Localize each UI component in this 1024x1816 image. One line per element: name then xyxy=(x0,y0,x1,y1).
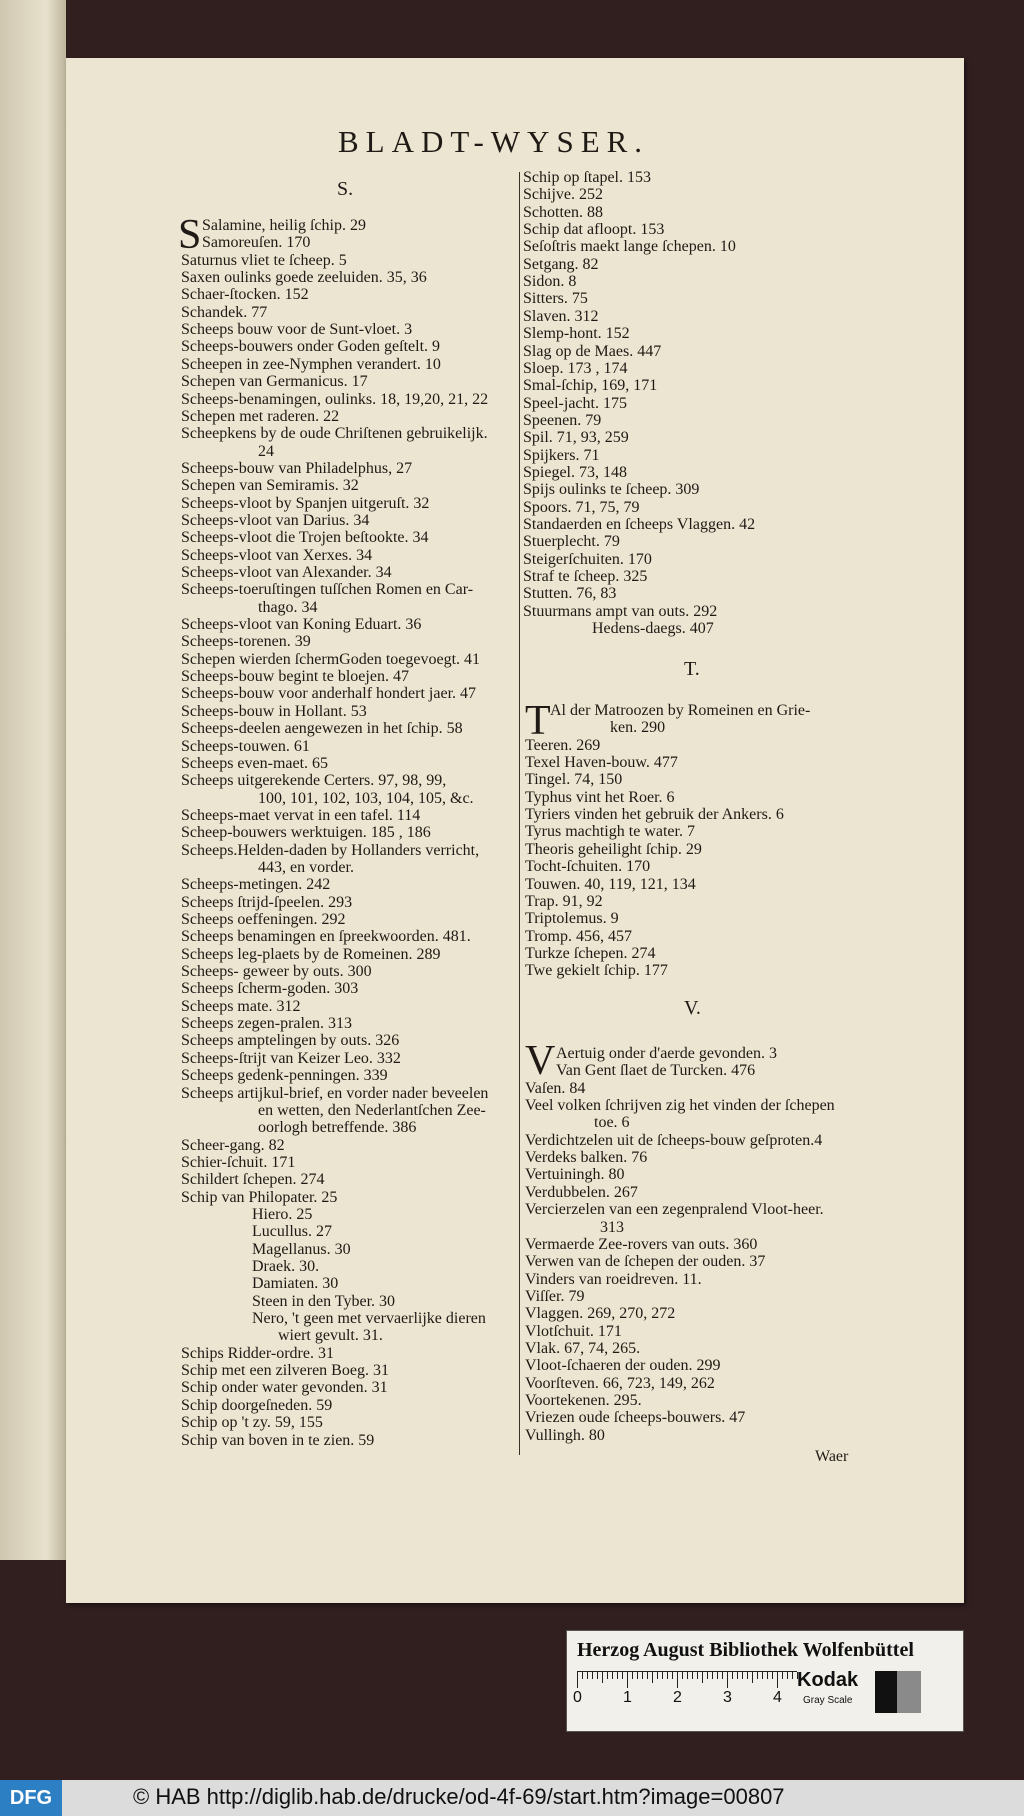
index-entry: wiert gevult. 31. xyxy=(278,1327,383,1345)
ruler-tick xyxy=(777,1672,778,1688)
index-entry: Scheeps leg-plaets by de Romeinen. 289 xyxy=(181,945,441,963)
index-entry: en wetten, den Nederlantſchen Zee- xyxy=(258,1101,486,1119)
index-entry: Vermaerde Zee-rovers van outs. 360 xyxy=(525,1235,758,1253)
index-entry: Scheeps oeffeningen. 292 xyxy=(181,911,346,928)
index-entry: Spiegel. 73, 148 xyxy=(523,463,627,481)
index-entry: Schip op 't zy. 59, 155 xyxy=(181,1414,323,1432)
index-entry: Schips Ridder-ordre. 31 xyxy=(181,1344,334,1362)
index-entry: Scheeps zegen-pralen. 313 xyxy=(181,1015,353,1033)
index-entry: Typhus vint het Roer. 6 xyxy=(525,788,675,806)
index-entry: Viſſer. 79 xyxy=(525,1287,585,1305)
ruler-tick xyxy=(772,1672,773,1679)
index-entry: Scheeps benamingen en ſpreekwoorden. 481. xyxy=(181,928,471,946)
ruler-number: 2 xyxy=(673,1689,682,1706)
ruler-tick xyxy=(622,1672,623,1679)
ruler-tick xyxy=(742,1672,743,1679)
index-entry: Scheeps amptelingen by outs. 326 xyxy=(181,1032,400,1050)
ruler-tick xyxy=(647,1672,648,1679)
ruler-tick xyxy=(612,1672,613,1679)
index-entry: Scheeps mate. 312 xyxy=(181,997,301,1015)
ruler-tick xyxy=(717,1672,718,1679)
gray-scale-label: Gray Scale xyxy=(803,1695,853,1706)
index-entry: Schepen wierden ſchermGoden toegevoegt. 41 xyxy=(181,650,481,668)
index-entry: Draek. 30. xyxy=(252,1258,320,1275)
index-entry: Seſoſtris maekt lange ſchepen. 10 xyxy=(523,238,736,256)
index-entry: Schepen van Germanicus. 17 xyxy=(181,373,368,391)
previous-page-edge xyxy=(0,0,66,1560)
index-entry: Schip met een zilveren Boeg. 31 xyxy=(181,1362,389,1380)
index-entry: Sitters. 75 xyxy=(523,290,588,308)
index-entry: Schip van boven in te zien. 59 xyxy=(181,1431,375,1449)
index-entry: Scheeps-touwen. 61 xyxy=(181,737,310,755)
index-entry: Scheep-bouwers werktuigen. 185 , 186 xyxy=(181,824,431,842)
index-entry: Stuurmans ampt van outs. 292 xyxy=(523,602,718,620)
index-entry: Scheeps bouw voor de Sunt-vloet. 3 xyxy=(181,321,413,339)
ruler-tick xyxy=(757,1672,758,1679)
index-entry: Schepen van Semiramis. 32 xyxy=(181,477,359,495)
drop-cap-t: T xyxy=(525,698,551,744)
index-entry: Lucullus. 27 xyxy=(252,1223,332,1241)
index-entry: Aertuig onder d'aerde gevonden. 3 xyxy=(556,1045,778,1062)
index-entry: Scheeps-bouw begint te bloejen. 47 xyxy=(181,668,409,686)
ruler-tick xyxy=(642,1672,643,1679)
index-entry: Scheepen in zee-Nymphen verandert. 10 xyxy=(181,355,441,373)
ruler-tick xyxy=(657,1672,658,1679)
ruler-tick xyxy=(662,1672,663,1679)
index-entry: 313 xyxy=(600,1218,624,1236)
library-name: Herzog August Bibliothek Wolfenbüttel xyxy=(577,1639,914,1661)
index-entry: 24 xyxy=(258,442,274,460)
ruler-tick xyxy=(747,1672,748,1679)
index-entry: Vlak. 67, 74, 265. xyxy=(525,1339,641,1357)
index-entry: Speenen. 79 xyxy=(523,411,602,429)
index-entry: Schip van Philopater. 25 xyxy=(181,1188,338,1206)
index-entry: Tyriers vinden het gebruik der Ankers. 6 xyxy=(525,806,784,824)
index-entry: Slag op de Maes. 447 xyxy=(523,342,662,360)
index-entry: Vercierzelen van een zegenpralend Vloot-heer. xyxy=(525,1201,824,1219)
ruler-tick xyxy=(687,1672,688,1679)
index-entry: Scheeps ſcherm-goden. 303 xyxy=(181,980,359,998)
index-entry: Schepen met raderen. 22 xyxy=(181,407,340,425)
index-entry: Steen in den Tyber. 30 xyxy=(252,1292,396,1310)
index-entry: Voorſteven. 66, 723, 149, 262 xyxy=(525,1374,715,1392)
index-entry: Touwen. 40, 119, 121, 134 xyxy=(525,875,696,893)
ruler-tick xyxy=(762,1672,763,1679)
index-entry: Schaer-ſtocken. 152 xyxy=(181,286,309,304)
ruler-tick xyxy=(627,1672,628,1688)
index-entry: Van Gent ſlaet de Turcken. 476 xyxy=(556,1062,756,1080)
index-entry: Schijve. 252 xyxy=(523,186,603,204)
index-entry: Hedens-daegs. 407 xyxy=(592,620,714,638)
ruler-number: 0 xyxy=(573,1689,582,1706)
index-entry: Voortekenen. 295. xyxy=(525,1392,642,1409)
drop-cap-v: V xyxy=(525,1038,556,1084)
index-entry: Texel Haven-bouw. 477 xyxy=(525,754,678,772)
ruler-tick xyxy=(712,1672,713,1679)
ruler-tick xyxy=(637,1672,638,1679)
index-entry: Straf te ſcheep. 325 xyxy=(523,568,648,586)
index-entry: Scheer-gang. 82 xyxy=(181,1136,285,1154)
ruler-tick xyxy=(697,1672,698,1679)
dfg-logo[interactable]: DFG xyxy=(0,1780,62,1816)
ruler-tick xyxy=(607,1672,608,1679)
index-entry: Slemp-hont. 152 xyxy=(523,325,630,343)
index-entry: Scheeps-vloot by Spanjen uitgeruſt. 32 xyxy=(181,494,430,512)
section-heading-s: S. xyxy=(337,178,354,200)
index-entry: Schotten. 88 xyxy=(523,203,603,221)
index-entry: Steigerſchuiten. 170 xyxy=(523,550,652,568)
index-entry: Schip doorgeſneden. 59 xyxy=(181,1396,333,1414)
index-entry: Vlotſchuit. 171 xyxy=(525,1322,622,1340)
index-entry: 443, en vorder. xyxy=(258,858,354,876)
index-entry: Vinders van roeidreven. 11. xyxy=(525,1270,702,1288)
index-entry: Scheeps-toeruſtingen tuſſchen Romen en Car- xyxy=(181,581,474,599)
index-entry: Scheeps-vloot van Koning Eduart. 36 xyxy=(181,616,422,634)
ruler-tick xyxy=(652,1672,653,1683)
index-entry: Scheepkens by de oude Chriſtenen gebruikelijk. xyxy=(181,425,488,443)
index-entry: Schip op ſtapel. 153 xyxy=(523,169,651,186)
index-entry: Nero, 't geen met vervaerlijke dieren xyxy=(252,1310,486,1328)
index-entry: Smal-ſchip, 169, 171 xyxy=(523,377,658,395)
ruler-number: 4 xyxy=(773,1689,782,1706)
index-entry: Spijkers. 71 xyxy=(523,446,600,464)
index-entry: Setgang. 82 xyxy=(523,255,599,273)
index-entry: Turkze ſchepen. 274 xyxy=(525,944,656,962)
ruler-tick xyxy=(752,1672,753,1683)
index-entry: Schandek. 77 xyxy=(181,303,268,321)
index-entry: Al der Matroozen by Romeinen en Grie- xyxy=(550,702,811,719)
index-entry: Scheeps- geweer by outs. 300 xyxy=(181,963,372,981)
drop-cap-s: S xyxy=(178,212,202,258)
section-heading-v: V. xyxy=(684,997,701,1019)
ruler-tick xyxy=(672,1672,673,1679)
page-title: BLADT-WYSER. xyxy=(338,124,650,159)
ruler-tick xyxy=(592,1672,593,1679)
index-entry: Vaſen. 84 xyxy=(525,1079,586,1097)
ruler-tick xyxy=(782,1672,783,1679)
index-entry: Tromp. 456, 457 xyxy=(525,927,632,945)
index-entry: Stutten. 76, 83 xyxy=(523,585,617,603)
ruler-tick xyxy=(682,1672,683,1679)
index-entry: Scheeps artijkul-brief, en vorder nader beveelen xyxy=(181,1084,489,1102)
ruler-tick xyxy=(577,1672,578,1688)
index-entry: Scheeps-metingen. 242 xyxy=(181,876,331,894)
index-entry: Scheeps-torenen. 39 xyxy=(181,633,311,651)
ruler-tick xyxy=(632,1672,633,1679)
index-entry: Magellanus. 30 xyxy=(252,1240,351,1258)
index-entry: Schip dat afloopt. 153 xyxy=(523,221,665,239)
index-entry: Scheeps uitgerekende Certers. 97, 98, 99, xyxy=(181,772,447,790)
index-entry: 100, 101, 102, 103, 104, 105, &c. xyxy=(258,789,474,807)
kodak-logo: Kodak xyxy=(797,1669,859,1691)
index-entry: Scheeps-bouw in Hollant. 53 xyxy=(181,702,367,720)
index-entry: Spijs oulinks te ſcheep. 309 xyxy=(523,481,700,499)
index-entry: Scheeps-bouw van Philadelphus, 27 xyxy=(181,459,413,477)
index-entry: Tocht-ſchuiten. 170 xyxy=(525,858,651,876)
ruler-tick xyxy=(602,1672,603,1683)
index-entry: toe. 6 xyxy=(594,1114,630,1132)
index-entry: Scheeps.Helden-daden by Hollanders verricht, xyxy=(181,841,480,859)
ruler-tick xyxy=(597,1672,598,1679)
ruler-tick xyxy=(707,1672,708,1679)
index-entry: Scheeps-vloot van Darius. 34 xyxy=(181,511,370,529)
index-entry: Verdichtzelen uit de ſcheeps-bouw geſproten.4 xyxy=(525,1131,823,1149)
index-entry: Teeren. 269 xyxy=(525,736,601,754)
index-entry: Slaven. 312 xyxy=(523,307,599,325)
index-entry: Sloep. 173 , 174 xyxy=(523,359,628,377)
index-entry: Salamine, heilig ſchip. 29 xyxy=(202,217,366,234)
gray-swatch xyxy=(897,1671,921,1713)
index-entry: Vullingh. 80 xyxy=(525,1426,605,1444)
library-color-card xyxy=(566,1630,964,1732)
section-heading-t: T. xyxy=(684,658,700,680)
index-entry: Damiaten. 30 xyxy=(252,1275,339,1293)
index-entry: Verdubbelen. 267 xyxy=(525,1183,638,1201)
index-entry: Scheeps-bouw voor anderhalf hondert jaer. 47 xyxy=(181,685,477,703)
copyright-link[interactable]: © HAB http://diglib.hab.de/drucke/od-4f-69/start.htm?image=00807 xyxy=(133,1784,785,1809)
index-entry: Saturnus vliet te ſcheep. 5 xyxy=(181,251,347,269)
index-entry: thago. 34 xyxy=(258,598,318,616)
ruler-tick xyxy=(732,1672,733,1679)
index-entry: Trap. 91, 92 xyxy=(525,892,603,910)
index-entry: Twe gekielt ſchip. 177 xyxy=(525,962,668,980)
ruler-tick xyxy=(692,1672,693,1679)
index-entry: Scheeps-maet vervat in een tafel. 114 xyxy=(181,806,421,824)
index-entry: Samoreuſen. 170 xyxy=(202,234,311,252)
index-entry: ken. 290 xyxy=(610,719,666,737)
index-entry: Scheeps-bouwers onder Goden geſtelt. 9 xyxy=(181,338,441,356)
ruler-tick xyxy=(667,1672,668,1679)
ruler-tick xyxy=(677,1672,678,1688)
ruler-tick xyxy=(582,1672,583,1679)
index-entry: Veel volken ſchrijven zig het vinden der ſchepen xyxy=(525,1097,835,1115)
index-entry: Schip onder water gevonden. 31 xyxy=(181,1379,388,1397)
index-entry: Scheeps-vloot van Alexander. 34 xyxy=(181,564,392,581)
index-entry: Schier-ſchuit. 171 xyxy=(181,1153,296,1171)
index-entry: Theoris geheilight ſchip. 29 xyxy=(525,840,702,858)
column-divider xyxy=(519,172,520,1455)
index-entry: Vlaggen. 269, 270, 272 xyxy=(525,1305,676,1323)
index-entry: Schildert ſchepen. 274 xyxy=(181,1171,325,1189)
index-entry: Scheeps-vloot van Xerxes. 34 xyxy=(181,546,373,564)
index-entry: Scheeps-vloot die Trojen beſtookte. 34 xyxy=(181,529,429,547)
ruler-tick xyxy=(587,1672,588,1679)
ruler-tick xyxy=(737,1672,738,1679)
index-entry: Tingel. 74, 150 xyxy=(525,771,623,789)
ruler-tick xyxy=(727,1672,728,1688)
index-entry: Vertuiningh. 80 xyxy=(525,1166,625,1184)
ruler-number: 3 xyxy=(723,1689,732,1706)
index-entry: Scheeps-benamingen, oulinks. 18, 19,20, 21, 22 xyxy=(181,390,489,408)
index-entry: Spoors. 71, 75, 79 xyxy=(523,498,640,516)
index-entry: Vloot-ſchaeren der ouden. 299 xyxy=(525,1357,721,1375)
index-entry: Hiero. 25 xyxy=(252,1205,313,1223)
index-entry: Speel-jacht. 175 xyxy=(523,394,627,412)
index-entry: Verdeks balken. 76 xyxy=(525,1149,648,1167)
ruler-tick xyxy=(792,1672,793,1679)
ruler-tick xyxy=(787,1672,788,1679)
index-entry: Scheeps even-maet. 65 xyxy=(181,754,329,772)
ruler-tick xyxy=(767,1672,768,1679)
black-swatch xyxy=(875,1671,897,1713)
index-entry: Spil. 71, 93, 259 xyxy=(523,429,629,447)
index-entry: Triptolemus. 9 xyxy=(525,910,619,928)
index-entry: Sidon. 8 xyxy=(523,273,577,291)
index-entry: Verwen van de ſchepen der ouden. 37 xyxy=(525,1253,766,1271)
index-entry: Scheeps-ſtrijt van Keizer Leo. 332 xyxy=(181,1049,401,1067)
ruler-tick xyxy=(617,1672,618,1679)
ruler-tick xyxy=(722,1672,723,1679)
index-entry: Scheeps-deelen aengewezen in het ſchip. 58 xyxy=(181,720,463,738)
index-entry: Saxen oulinks goede zeeluiden. 35, 36 xyxy=(181,269,427,287)
index-entry: Standaerden en ſcheeps Vlaggen. 42 xyxy=(523,516,756,533)
catchword: Waer xyxy=(815,1448,849,1465)
index-entry: Scheeps ſtrijd-ſpeelen. 293 xyxy=(181,893,353,911)
ruler-number: 1 xyxy=(623,1689,632,1706)
index-entry: Tyrus machtigh te water. 7 xyxy=(525,823,695,841)
index-entry: Stuerplecht. 79 xyxy=(523,533,620,551)
index-entry: Scheeps gedenk-penningen. 339 xyxy=(181,1067,388,1085)
ruler-tick xyxy=(702,1672,703,1683)
index-entry: oorlogh betreffende. 386 xyxy=(258,1119,417,1137)
scale-ruler xyxy=(577,1671,797,1702)
index-entry: Vriezen oude ſcheeps-bouwers. 47 xyxy=(525,1409,746,1427)
